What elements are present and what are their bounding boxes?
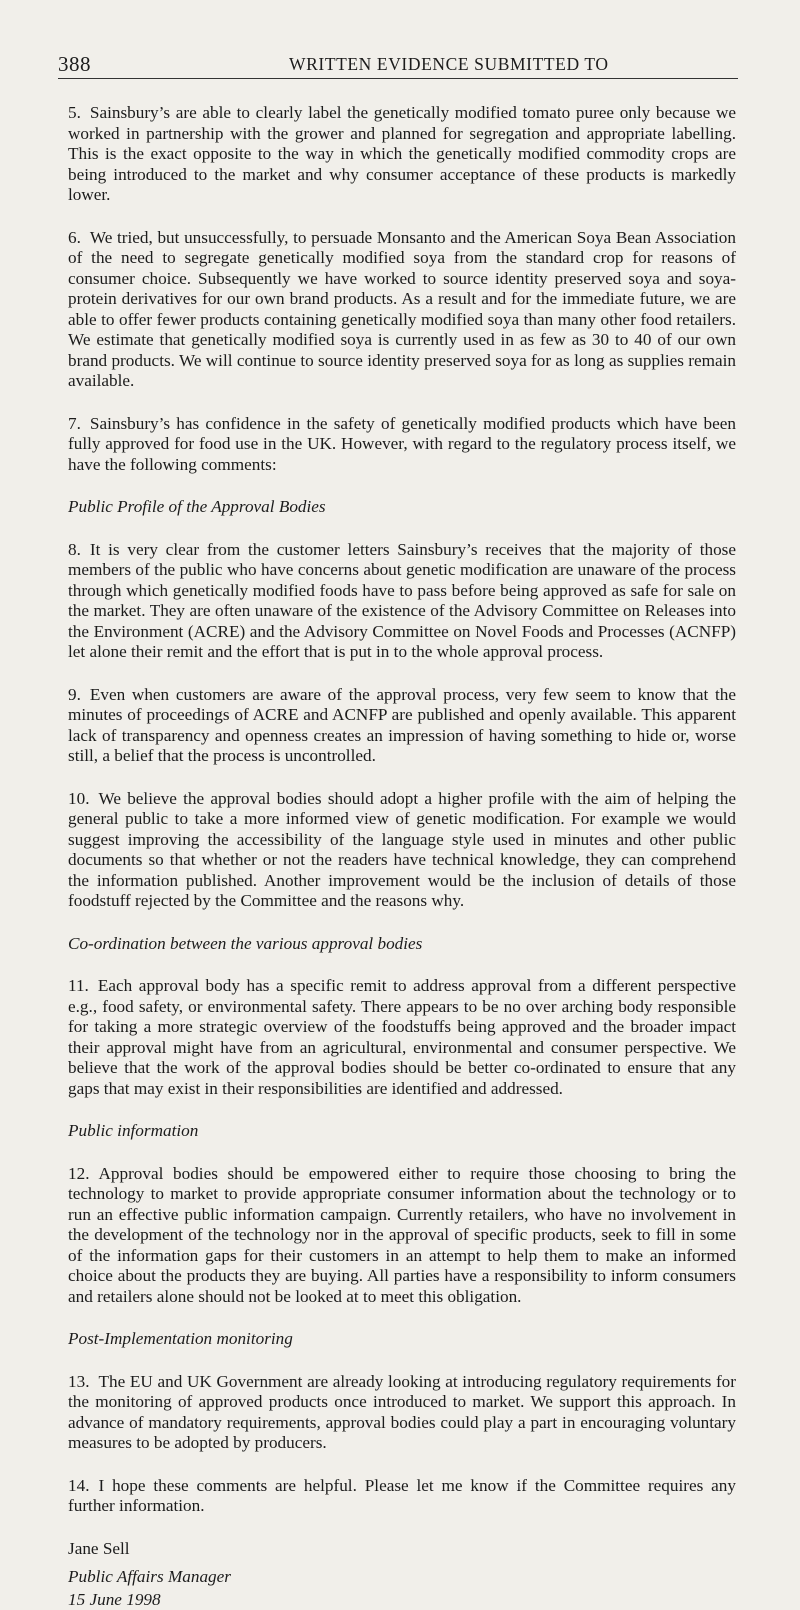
running-header: [58, 52, 738, 79]
section-heading-public-profile: Public Profile of the Approval Bodies: [68, 497, 736, 518]
paragraph-number: 12.: [68, 1164, 89, 1185]
paragraph-8: [68, 540, 736, 663]
paragraph-text: Sainsbury’s are able to clearly label the genetically modified tomato puree only because we worked in partnership with the grower and planned for segregation and appropriate labelling. This is the exact opposite to the way in which the genetically modified commodity crops are being introduced to the market and why consumer acceptance of these products is markedly lower.: [68, 103, 736, 204]
paragraph-text: It is very clear from the customer letters Sainsbury’s receives that the majority of those members of the public who have concerns about genetic modification are unaware of the process through which genetically modified foods have to pass before being approved as safe for sale on the market. They are often unaware of the existence of the Advisory Committee on Releases into the Environment (ACRE) and the Advisory Committee on Novel Foods and Processes (ACNFP) let alone their remit and the effort that is put in to the whole approval process.: [68, 540, 736, 662]
paragraph-number: 6.: [68, 228, 81, 249]
paragraph-number: 14.: [68, 1476, 89, 1497]
paragraph-11: [68, 976, 736, 1099]
paragraph-number: 11.: [68, 976, 89, 997]
paragraph-text: I hope these comments are helpful. Please let me know if the Committee requires any further information.: [68, 1476, 736, 1516]
paragraph-14: [68, 1476, 736, 1517]
paragraph-number: 5.: [68, 103, 81, 124]
signature-name: Jane Sell: [68, 1539, 736, 1560]
paragraph-5: [68, 103, 736, 206]
paragraph-6: [68, 228, 736, 392]
paragraph-text: The EU and UK Government are already looking at introducing regulatory requirements for the monitoring of approved products once introduced to market. We support this approach. In advance of mandatory requirements, approval bodies could play a part in encouraging voluntary measures to be adopted by producers.: [68, 1372, 736, 1453]
paragraph-number: 13.: [68, 1372, 89, 1393]
paragraph-12: [68, 1164, 736, 1308]
paragraph-number: 9.: [68, 685, 81, 706]
signature-role: Public Affairs Manager: [68, 1567, 736, 1588]
section-heading-co-ordination: Co-ordination between the various approval bodies: [68, 934, 736, 955]
paragraph-text: Sainsbury’s has confidence in the safety of genetically modified products which have been fully approved for food use in the UK. However, with regard to the regulatory process itself, we have the following comments:: [68, 414, 736, 474]
signature-date: 15 June 1998: [68, 1590, 736, 1610]
paragraph-9: [68, 685, 736, 767]
paragraph-text: We tried, but unsuccessfully, to persuade Monsanto and the American Soya Bean Association of the need to segregate genetically modified soya from the standard crop for reasons of consumer choice. Subsequently we have worked to source identity preserved soya and soya-protein derivatives for our own brand products. As a result and for the immediate future, we are able to offer fewer products containing genetically modified soya than many other food retailers. We estimate that genetically modified soya is currently used in as few as 30 to 40 of our own brand products. We will continue to source identity preserved soya for as long as supplies remain available.: [68, 228, 736, 391]
document-body: [68, 103, 736, 1610]
section-heading-public-information: Public information: [68, 1121, 736, 1142]
paragraph-7: [68, 414, 736, 476]
paragraph-text: Each approval body has a specific remit to address approval from a different perspective e.g., food safety, or environmental safety. There appears to be no over arching body responsible for taking a more strategic overview of the foodstuffs being approved and the broader impact their approval might have from an agricultural, environmental and consumer perspective. We believe that the work of the approval bodies should be better co-ordinated to ensure that any gaps that may exist in their responsibilities are identified and addressed.: [68, 976, 736, 1098]
running-title: WRITTEN EVIDENCE SUBMITTED TO: [289, 54, 609, 75]
paragraph-text: Even when customers are aware of the approval process, very few seem to know that the minutes of proceedings of ACRE and ACNFP are published and openly available. This apparent lack of transparency and openness creates an impression of having something to hide or, worse still, a belief that the process is uncontrolled.: [68, 685, 736, 766]
paragraph-text: We believe the approval bodies should adopt a higher profile with the aim of helping the general public to take a more informed view of genetic modification. For example we would suggest improving the accessibility of the language style used in minutes and other public documents so that whether or not the readers have technical knowledge, they can comprehend the information published. Another improvement would be the inclusion of details of those foodstuff rejected by the Committee and the reasons why.: [68, 789, 736, 911]
paragraph-number: 7.: [68, 414, 81, 435]
paragraph-number: 8.: [68, 540, 81, 561]
paragraph-text: Approval bodies should be empowered either to require those choosing to bring the technology to market to provide appropriate consumer information about the technology or to run an effective public information campaign. Currently retailers, who have no involvement in the development of the technology nor in the approval of specific products, seek to fill in some of the information gaps for their customers in an attempt to help them to make an informed choice about the products they are buying. All parties have a responsibility to inform consumers and retailers alone should not be looked at to meet this obligation.: [68, 1164, 736, 1306]
paragraph-13: [68, 1372, 736, 1454]
paragraph-10: [68, 789, 736, 912]
section-heading-post-implementation: Post-Implementation monitoring: [68, 1329, 736, 1350]
paragraph-number: 10.: [68, 789, 89, 810]
page-number: 388: [58, 52, 91, 77]
